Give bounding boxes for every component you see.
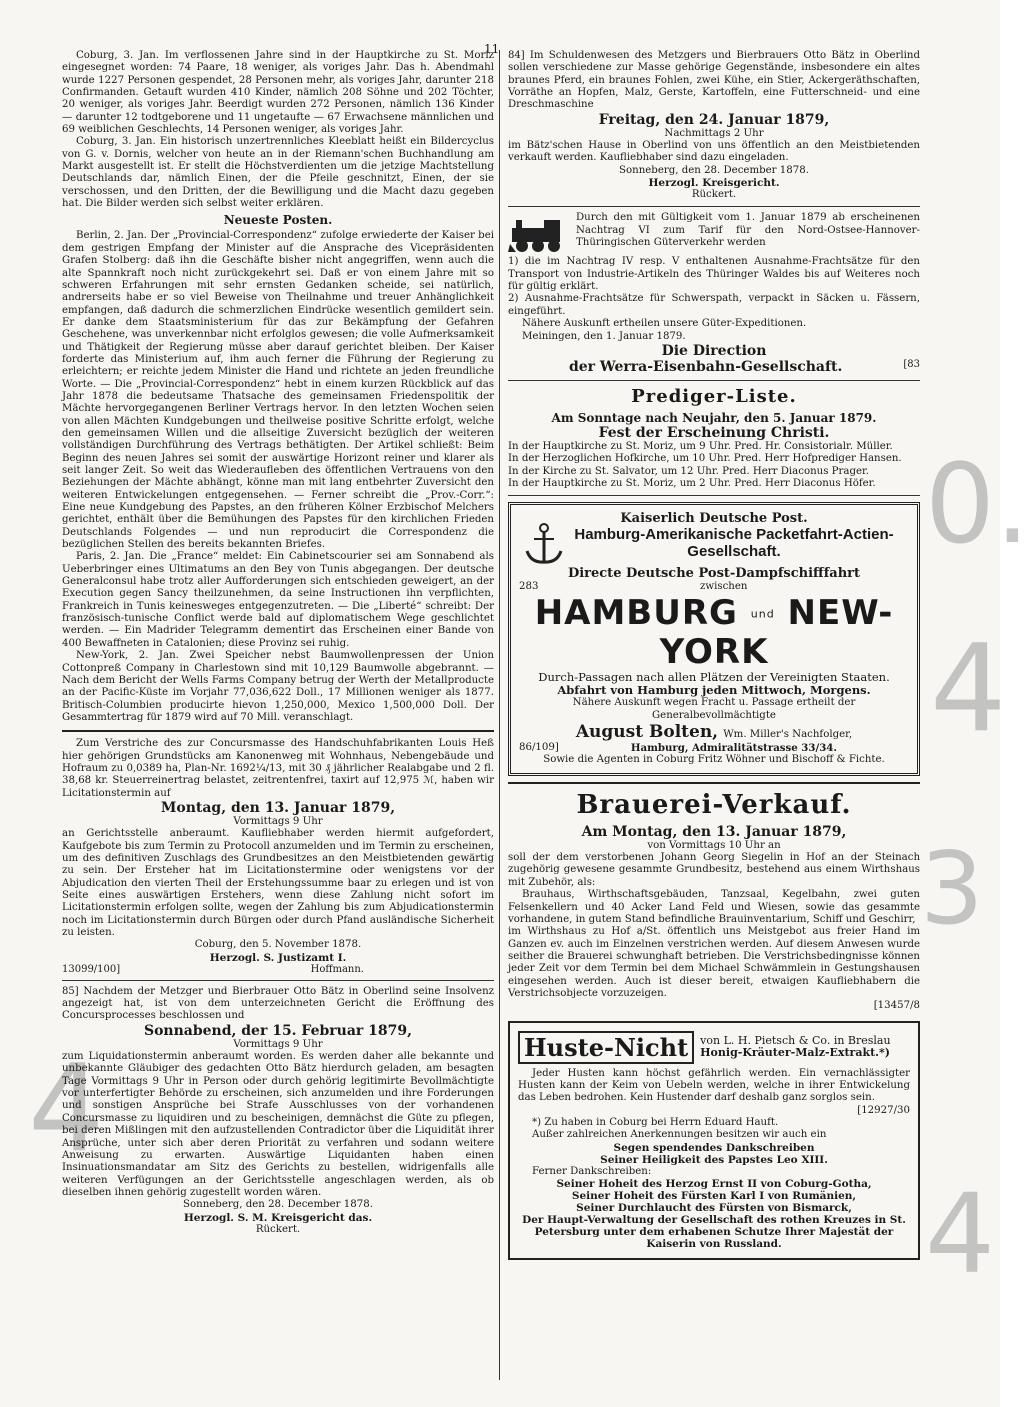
- hapag-departure: Abfahrt von Hamburg jeden Mittwoch, Morgens.: [557, 683, 871, 698]
- hapag-and: und: [750, 607, 775, 621]
- railway-intro: Durch den mit Gültigkeit vom 1. Januar 1879 ab erscheinenen Nachtrag VI zum Tarif für den Nord-Ostsee-Hannover-Thüringischen Güterverkehr werden: [576, 212, 920, 249]
- column-divider: [499, 50, 500, 1380]
- hapag-route: [519, 594, 909, 672]
- brewery-sale: [508, 790, 920, 1013]
- notice-ref: [83: [903, 358, 920, 370]
- notice-body: im Bätz'schen Hause in Oberlind von uns öffentlich an den Meistbietenden verkauft werden. Kaufliebhaber sind dazu eingeladen.: [508, 140, 920, 164]
- notice-ref: 13099/100]: [62, 963, 121, 975]
- pencil-mark: 4: [930, 620, 1007, 759]
- railway-place: Meiningen, den 1. Januar 1879.: [522, 330, 686, 342]
- notice-place: Sonneberg, den 28. December 1878.: [183, 1199, 373, 1211]
- brewery-time: von Vormittags 10 Uhr an: [647, 839, 781, 851]
- notice-court: Herzogl. Kreisgericht.: [648, 177, 780, 190]
- notice-ref: [12927/30: [857, 1104, 910, 1116]
- notice-court: Herzogl. S. Justizamt I.: [209, 951, 347, 964]
- page-number: 11: [484, 42, 500, 56]
- divider: [508, 380, 920, 381]
- huste-letter: Der Haupt-Verwaltung der Gesellschaft des rothen Kreuzes in St. Petersburg unter dem erhabenen Schutze Ihrer Majestät der Kaiserin von Russland.: [522, 1214, 906, 1250]
- huste-nicht-advertisement: [508, 1021, 920, 1260]
- railway-item-2: 2) Ausnahme-Frachtsätze für Schwerspath, verpackt in Säcken u. Fässern, eingeführt.: [508, 293, 920, 317]
- locomotive-icon: [508, 214, 568, 254]
- brewery-date: Am Montag, den 13. Januar 1879,: [581, 823, 847, 840]
- brewery-title: Brauerei-Verkauf.: [576, 789, 852, 820]
- notice-ref: 86/109]: [519, 742, 559, 754]
- railway-info: Nähere Auskunft ertheilen unsere Güter-Expeditionen.: [522, 318, 807, 330]
- pencil-mark: 3: [920, 830, 984, 947]
- railway-notice: [508, 212, 920, 374]
- pencil-mark: 4: [925, 1170, 995, 1298]
- notice-body: an Gerichtsstelle anberaumt. Kaufliebhaber werden hiermit aufgefordert, Kaufgebote bis zum Termin zu Protocoll anzumelden und im Termin zu erscheinen, um des definitiven Zuschlags des Grundbesitzes an den Meistbietenden gewärtig zu sein. Der Ersteher hat im Licitationstermine oder wenigstens vor der Abjudication den vierten Theil der Erstehungssumme baar zu erlegen und ist von Seite eines auswärtigen Erstehers, wenn diese Zahlung nicht sofort im Licitationstermin erfolgen sollte, wegen der Zahlung bis zum Abjudicationstermin noch im Licitationstermin durch Bürgen oder durch Pfand ausländische Sicherheit zu leisten.: [62, 828, 494, 939]
- notice-place: Coburg, den 5. November 1878.: [194, 939, 362, 951]
- section-heading: Neueste Posten.: [223, 213, 333, 228]
- huste-footnote: *) Zu haben in Coburg bei Herrn Eduard Hauft.: [532, 1116, 779, 1128]
- hapag-direct: Directe Deutsche Post-Dampfschifffahrt: [567, 566, 861, 582]
- hapag-company: Hamburg-Amerikanische Packetfahrt-Actien-Gesellschaft.: [574, 526, 894, 561]
- news-newyork: New-York, 2. Jan. Zwei Speicher nebst Baumwollenpressen der Union Cottonpreß Company in Charlestown sind mit 10,129 Baumwolle abgebrannt. — Nach dem Bericht der Wells Farms Company betrug der Werth der Metallproducte an der Pacific-Küste im Vorjahr 77,036,622 Doll., 17 Millionen weniger als 1877. Britisch-Columbien producirte hievon 1,250,000, Mexico 1,500,000 Doll. Der Gesammtertrag für 1879 wird auf 70 Mill. veranschlagt.: [62, 650, 494, 723]
- hapag-between: zwischen: [700, 581, 748, 593]
- preacher-row: In der Hauptkirche zu St. Moriz, um 2 Uhr. Pred. Herr Diaconus Höfer.: [508, 477, 876, 489]
- news-berlin: Berlin, 2. Jan. Der „Provincial-Correspondenz“ zufolge erwiederte der Kaiser bei dem gestrigen Empfang der Minister auf die Ansprache des Vicepräsidenten Grafen Stolberg: daß ihn die Geschäfte bisher nicht angegriffen, wenn auch die alte Spannkraft noch nicht zurückgekehrt sei. Daß er von einem Jahre mit so schweren Erfahrungen mit sehr ernsten Gedanken scheide, sei natürlich, andrerseits habe er so viel Beweise von Theilnahme und treuer Anhänglichkeit empfangen, daß dadurch die schmerzlichen Eindrücke wesentlich gemildert sein. Er danke dem Staatsministerium für das zur Bekämpfung der Gefahren Geschehene, was unverkennbar nicht erfolglos gewesen; die volle Aufmerksamkeit und Thätigkeit der Regierung müsse aber darauf gerichtet bleiben. Der Kaiser forderte das Ministerium auf, ihm auch ferner die Führung der Regierung zu erleichtern; er reichte jedem Minister die Hand und richtete an jeden freundliche Worte. — Die „Provincial-Correspondenz“ hebt in einem kurzen Rückblick auf das Jahr 1878 die bedeutsame Thatsache des gemeinsamen Friedenspolitik der Mächte hervorgegangenen Berliner Vertrags hervor. In den letzten Wochen seien von allen Mächten Kundgebungen und theilweise positive Schritte erfolgt, welche den gemeinsamen Willen und die allseitige Zuversicht bezüglich der weiteren vollständigen Durchführung des Vertrags bethätigten. Der Artikel schließt: Beim Beginn des neuen Jahres sei somit der auswärtige Horizont reiner und klarer als seit langer Zeit. So weit das Wiederaufleben des öffentlichen Vertrauens von den Beziehungen der Mächte abhängt, könne man mit lang entbehrter Zuversicht den weiteren Entwickelungen entgegensehen. — Ferner schreibt die „Prov.-Corr.“: Eine neue Kundgebung des Papstes, an den früheren Kölner Erzbischof Melchers gerichtet, enthält über die Bemühungen des Papstes für den kirchlichen Frieden Deutschlands Folgendes — und nun reproducirt die Correspondenz die bezüglichen Stellen des bereits bekannten Briefes.: [62, 230, 494, 551]
- huste-text: Jeder Husten kann höchst gefährlich werden. Ein vernachlässigter Husten kann der Keim von Uebeln werden, welche in ihrer Entwickelung das Leben bedrohen. Kein Hustender darf deshalb ganz sorglos sein.: [518, 1067, 910, 1104]
- notice-signatory: Rückert.: [691, 189, 737, 201]
- huste-letter: Seiner Hoheit des Herzog Ernst II von Coburg-Gotha,: [556, 1178, 872, 1190]
- hapag-passages: Durch-Passagen nach allen Plätzen der Vereinigten Staaten.: [538, 670, 890, 685]
- divider: [508, 206, 920, 207]
- preacher-subtitle: Am Sonntage nach Neujahr, den 5. Januar 1879.: [551, 410, 877, 425]
- notice-court: Herzogl. S. M. Kreisgericht das.: [183, 1211, 373, 1224]
- hapag-city-hamburg: HAMBURG: [534, 592, 738, 633]
- notice-ref: [13457/8: [873, 1000, 920, 1012]
- anchor-icon: [521, 521, 567, 567]
- hapag-address: Hamburg, Admiralitätstrasse 33/34.: [630, 742, 837, 755]
- notice-place: Sonneberg, den 28. December 1878.: [619, 164, 809, 176]
- huste-ferner: Ferner Dankschreiben:: [532, 1165, 652, 1177]
- divider: [508, 782, 920, 784]
- railway-item-1: 1) die im Nachtrag IV resp. V enthaltenen Ausnahme-Frachtsätze für den Transport von Industrie-Artikeln des Thüringer Waldes bis auf Weiteres noch für gültig erklärt.: [508, 256, 920, 293]
- huste-recognition: Außer zahlreichen Anerkennungen besitzen wir auch ein: [532, 1129, 827, 1141]
- hapag-agent-successor: Wm. Miller's Nachfolger,: [723, 729, 853, 741]
- hapag-agent: August Bolten,: [575, 722, 719, 743]
- notice-ref: 84]: [508, 50, 525, 61]
- preacher-title: Prediger-Liste.: [631, 385, 797, 407]
- notice-concurs-hess: Zum Verstriche des zur Concursmasse des Handschuhfabrikanten Louis Heß hier gehörigen Grundstücks am Kanonenweg mit Wohnhaus, Nebengebäude und Hofraum zu 0,0389 ha, Plan-Nr. 1692¼/13, mit 30 ₰ jährlicher Realabgabe und 2 fl. 38,68 kr. Steuerreinertrag belastet, zeitrentenfrei, taxirt auf 12,975 ℳ, haben wir Licitationstermin auf: [62, 738, 494, 799]
- preacher-feast: Fest der Erscheinung Christi.: [598, 424, 830, 441]
- huste-blessing: Segen spendendes Dankschreiben: [613, 1141, 815, 1154]
- railway-company: der Werra-Eisenbahn-Gesellschaft.: [568, 358, 843, 375]
- hapag-info: Nähere Auskunft wegen Fracht u. Passage ertheilt der Generalbevollmächtigte: [572, 697, 856, 721]
- brewery-text: soll der dem verstorbenen Johann Georg Siegelin in Hof an der Steinach zugehörig gewesene gesammte Grundbesitz, bestehend aus einem Wirthshaus mit Zubehör, als:: [508, 852, 920, 888]
- pencil-mark: 0.: [925, 440, 1030, 568]
- divider: [508, 495, 920, 496]
- news-coburg-2: Coburg, 3. Jan. Ein historisch unzertrennliches Kleeblatt heißt ein Bildercyclus von G. v. Dornis, welcher von heute an in der Riemann'schen Buchhandlung am Markt ausgestellt ist. Er stellt die Höchstverdienten um die jetzige Machtstellung Deutschlands dar, nämlich Einen, der die Pfeile geschnitzt, Einen, der sie verschossen, und den Dritten, der die Bewilligung und die Macht dazu gegeben hat. Die Bilder werden sich selbst weiter erklären.: [62, 136, 494, 210]
- notice-time: Vormittags 9 Uhr: [233, 815, 323, 827]
- huste-maker: von L. H. Pietsch & Co. in Breslau: [700, 1033, 891, 1047]
- notice-date: Sonnabend, der 15. Februar 1879,: [143, 1022, 413, 1039]
- preacher-list: [508, 386, 920, 490]
- huste-product: Honig-Kräuter-Malz-Extrakt.*): [700, 1046, 890, 1060]
- huste-title: Huste-Nicht: [518, 1031, 694, 1064]
- news-coburg-1: Coburg, 3. Jan. Im verflossenen Jahre sind in der Hauptkirche zu St. Moriz eingesegnet worden: 74 Paare, 18 weniger, als voriges Jahr. Das h. Abendmahl wurde 1227 Personen gespendet, 28 Personen mehr, als voriges Jahr, darunter 218 Confirmanden. Getauft wurden 410 Kinder, nämlich 208 Söhne und 202 Töchter, 20 weniger, als voriges Jahr. Beerdigt wurden 272 Personen, nämlich 136 Kinder — darunter 12 todtgeborene und 11 ungetaufte — 67 Erwachsene männlichen und 69 weiblichen Geschlechts, 14 Personen weniger, als voriges Jahr.: [62, 50, 494, 136]
- notice-ref: 85]: [62, 985, 79, 997]
- notice-time: Vormittags 9 Uhr: [233, 1038, 323, 1050]
- brewery-text-2: im Wirthshaus zu Hof a/St. öffentlich uns Meistgebot aus freier Hand im Ganzen ev. auch im Einzelnen verstrichen werden. Auf diesem Anwesen wurde seither die Brauerei schwunghaft betrieben. Die Verstrichsbedingnisse können jeder Zeit vor dem Termin bei dem Michael Schwämmlein in Gestungshausen eingesehen werden. Auch ist dieser bereit, etwaigen Kaufliebhabern die Verstrichsobjecte vorzuzeigen.: [508, 926, 920, 999]
- hapag-city-newyork: NEW-YORK: [659, 592, 894, 673]
- left-column: [62, 50, 494, 1236]
- preacher-row: In der Kirche zu St. Salvator, um 12 Uhr. Pred. Herr Diaconus Prager.: [508, 465, 870, 477]
- notice-signatory: Rückert.: [255, 1223, 301, 1235]
- divider: [62, 980, 494, 981]
- pencil-mark: 4: [28, 1040, 105, 1179]
- notice-date: Montag, den 13. Januar 1879,: [160, 799, 396, 816]
- hapag-advertisement: [508, 502, 920, 776]
- preacher-row: In der Herzoglichen Hofkirche, um 10 Uhr. Pred. Herr Hofprediger Hansen.: [508, 453, 902, 465]
- notice-time: Nachmittags 2 Uhr: [664, 127, 764, 139]
- huste-pope: Seiner Heiligkeit des Papstes Leo XIII.: [600, 1153, 828, 1166]
- notice-body: zum Liquidationstermin anberaumt worden. Es werden daher alle bekannte und unbekannte Gläubiger des gedachten Otto Bätz hierdurch geladen, am besagten Tage Vormittags 9 Uhr in Person oder durch gehörig legitimirte Bevollmächtigte vor unterfertigter Behörde zu erscheinen, sich anzumelden und ihre Forderungen und sonstigen Ansprüche bei Strafe Ausschlusses von der vorhandenen Concursmasse zu liquidiren und zu bescheinigen, demnächst die Güte zu pflegen, bei deren Mißlingen mit den aufzustellenden Contradictor über die Liquidität ihrer Ansprüche, unter sich aber deren Priorität zu verfahren und sodann weitere Anweisung zu erwarten. Auswärtige Liquidanten haben einen Insinuationsmandatar am Sitz des Gerichts zu bestellen, widrigenfalls alle weiteren Verfügungen an der Gerichtsstelle angeschlagen werden, als ob dieselben ihnen gehörig zugestellt worden wären.: [62, 1051, 494, 1198]
- notice-ref: 283: [519, 581, 539, 593]
- preacher-row: In der Hauptkirche zu St. Moriz, um 9 Uhr. Pred. Hr. Consistorialr. Müller.: [508, 440, 893, 452]
- notice-signatory: Hoffmann.: [310, 963, 364, 975]
- railway-signature: Die Direction: [661, 342, 767, 359]
- news-paris: Paris, 2. Jan. Die „France“ meldet: Ein Cabinetscourier sei am Sonnabend als Ueberbringer eines Ultimatums an den Bey von Tunis abgegangen. Der deutsche Generalconsul habe trotz aller Aufforderungen sich entschieden geweigert, an der Execution gegen Sancy theilzunehmen, da seine Instructionen ihn verpflichten, Frankreich in Tunis keinesweges entgegenzutreten. — Die „Liberté“ schreibt: Der französisch-tunische Conflict werde bald auf diplomatischem Wege geschlichtet werden. — Ein Madrider Telegramm dementirt das Erscheinen einer Bande von 400 Bewaffneten in Catalonien; diese Provinz sei ruhig.: [62, 551, 494, 649]
- divider: [62, 730, 494, 732]
- right-column: [508, 50, 920, 1260]
- notice-date: Freitag, den 24. Januar 1879,: [598, 111, 830, 128]
- huste-letter: Seiner Durchlaucht des Fürsten von Bismarck,: [576, 1202, 852, 1214]
- huste-letter: Seiner Hoheit des Fürsten Karl I von Rumänien,: [571, 1190, 857, 1202]
- notice-auction-baetz: Im Schuldenwesen des Metzgers und Bierbrauers Otto Bätz in Oberlind sollen verschiedene zur Masse gehörige Gegenstände, insbesondere ein altes braunes Pferd, ein braunes Fohlen, zwei Kühe, ein Stier, Ackergeräthschaften, Vorräthe an Hopfen, Malz, Gerste, Kartoffeln, eine Futterschneid- und eine Dreschmaschine: [508, 50, 920, 111]
- notice-concurs-baetz: Nachdem der Metzger und Bierbrauer Otto Bätz in Oberlind seine Insolvenz angezeigt hat, ist von dem unterzeichneten Gericht die Eröffnung des Concursprocesses beschlossen und: [62, 985, 494, 1022]
- hapag-post: Kaiserlich Deutsche Post.: [620, 511, 808, 527]
- brewery-list: Brauhaus, Wirthschaftsgebäuden, Tanzsaal, Kegelbahn, zwei guten Felsenkellern und 40 Acker Land Feld und Wiesen, sowie das gesammte vorhandene, in gutem Stand befindliche Brauinventarium, Schiff und Geschirr,: [508, 889, 920, 925]
- hapag-agents: Sowie die Agenten in Coburg Fritz Wöhner und Bischoff & Fichte.: [543, 754, 885, 766]
